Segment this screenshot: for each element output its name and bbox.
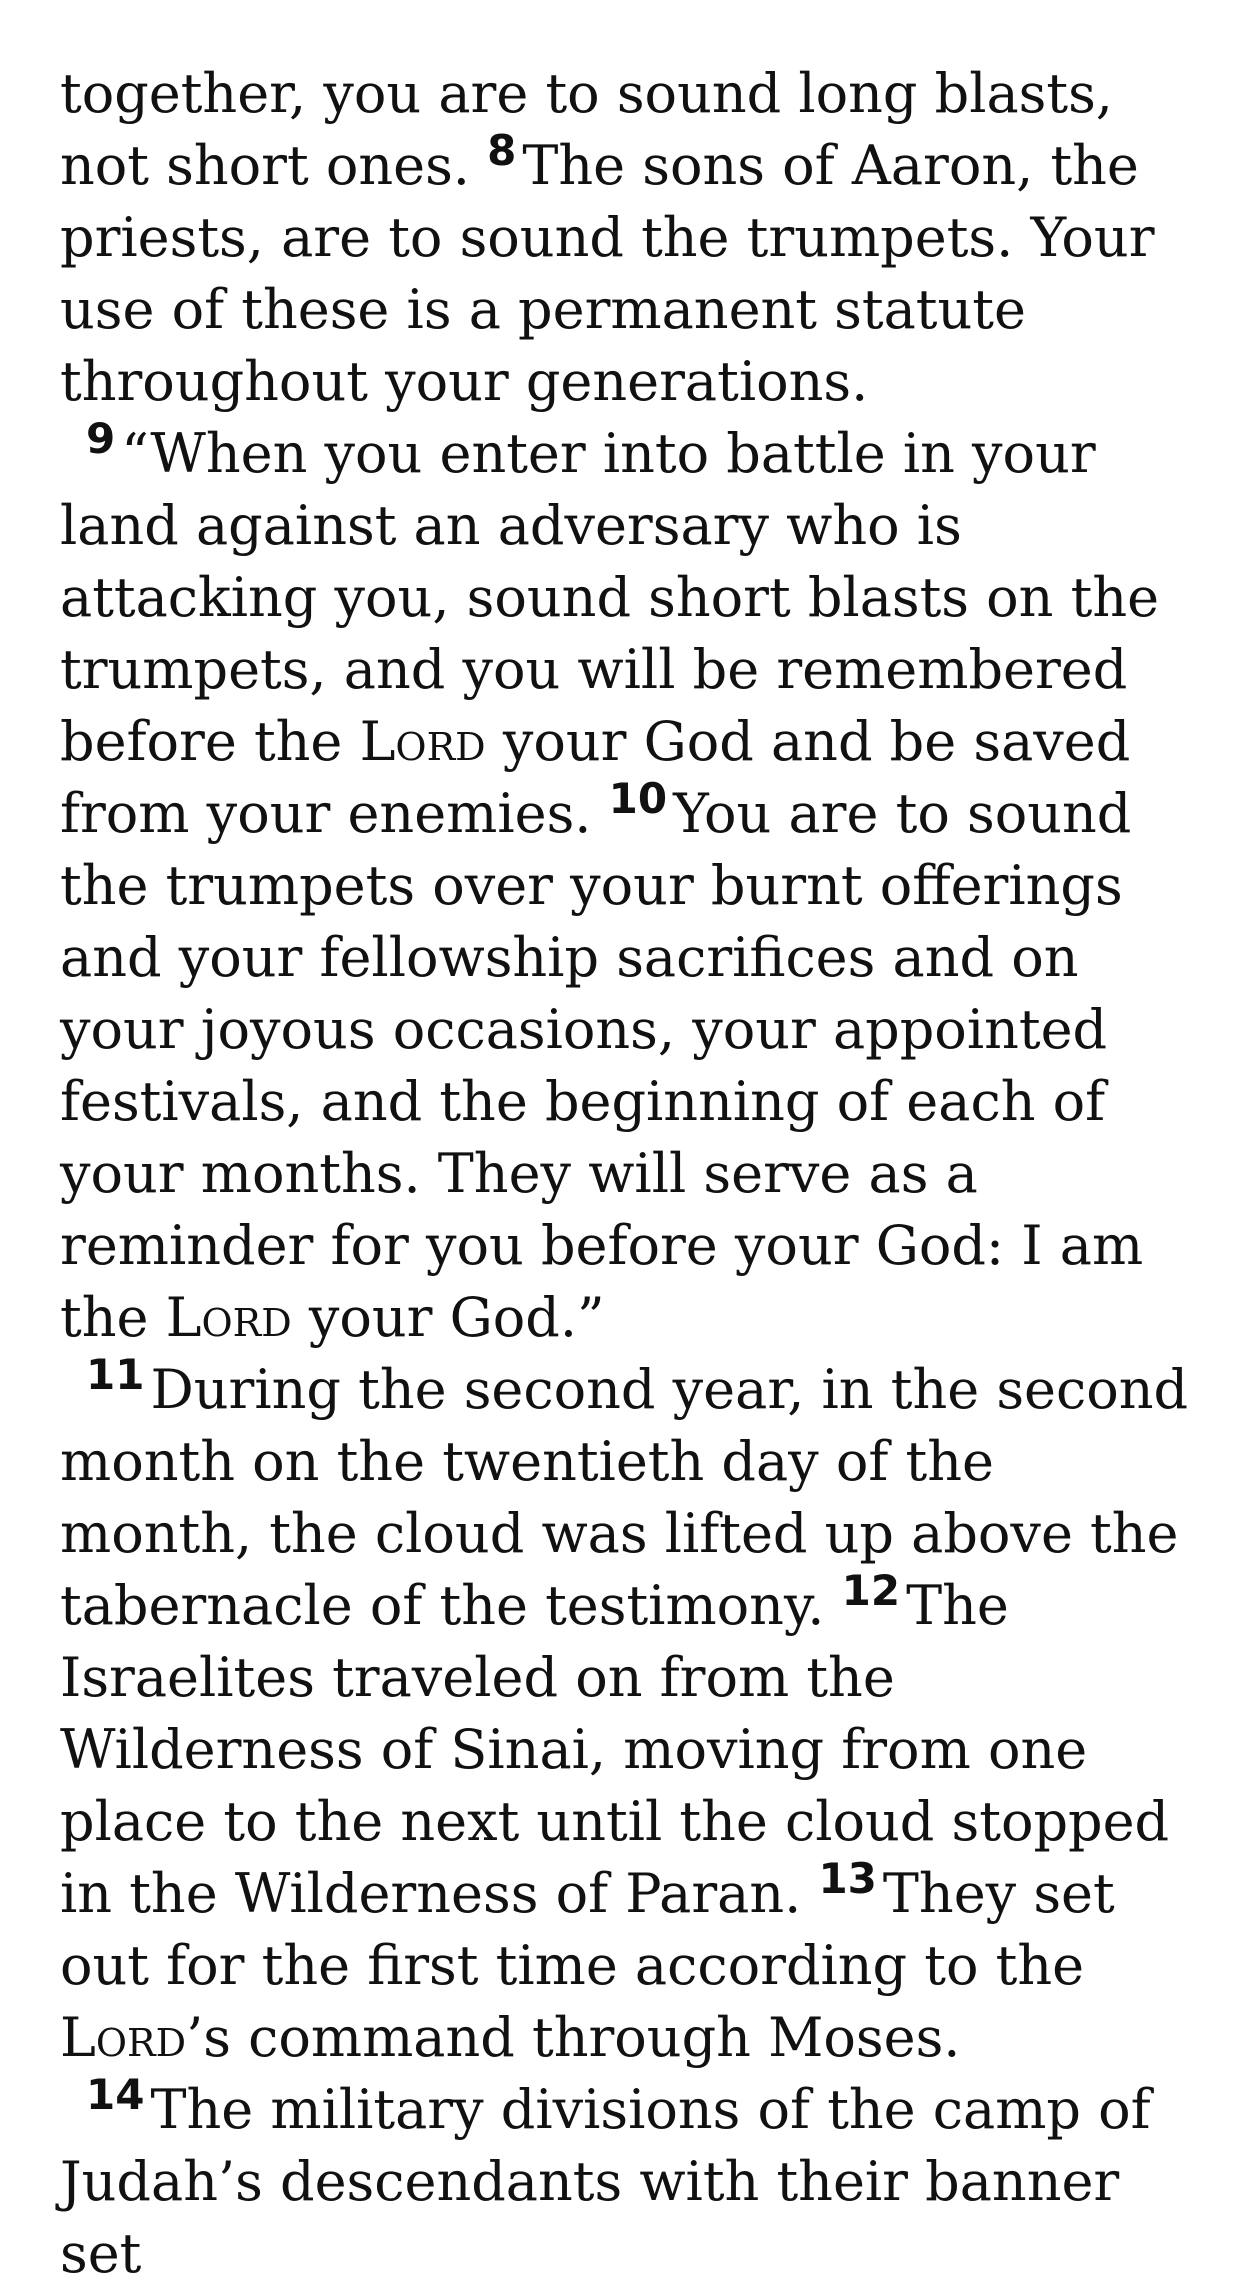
verse-number: 8 [487,126,517,175]
verse-number: 11 [86,1350,145,1399]
divine-name: Lord [165,1286,292,1349]
paragraph [60,1350,1200,2074]
paragraph [60,414,1200,1354]
verse-text: your God.” [291,1286,605,1349]
verse-number: 9 [86,414,116,463]
verse-number: 12 [841,1566,901,1615]
verse-text: The sons of Aaron, the priests, are to sound the trumpets. Your use of these is a permanent statute throughout your generations. [60,134,1155,413]
verse-text: During the second year, in the second month on the twentieth day of the month, the cloud was lifted up above the tabernacle of the testimony. [60,1358,1189,1637]
verse-number: 13 [818,1854,877,1903]
paragraph [60,58,1200,418]
verse-number: 14 [86,2070,145,2119]
verse-text: The military divisions of the camp of Judah’s descendants with their banner set [60,2078,1151,2285]
reading-pane[interactable] [60,58,1200,2290]
divine-name: Lord [60,2006,187,2069]
verse-text: The Israelites traveled on from the Wilderness of Sinai, moving from one place to the next until the cloud stopped in the Wilderness of Paran. [60,1574,1170,1925]
paragraph [60,2070,1200,2290]
divine-name: Lord [359,710,486,773]
verse-text: your God and be saved from your enemies. [60,710,1131,845]
verse-text: They set out for the first time according to the [60,1862,1115,1997]
verse-number: 10 [608,774,668,823]
verse-text: You are to sound the trumpets over your burnt offerings and your fellowship sacrifices and on your joyous occasions, your appointed festivals, and the beginning of each of your months. They will serve as a reminder for you before your God: I am the [60,782,1144,1349]
verse-text: “When you enter into battle in your land against an adversary who is attacking you, sound short blasts on the trumpets, and you will be remembered before the [60,422,1160,773]
verse-text: ’s command through Moses. [186,2006,961,2069]
verse-text: together, you are to sound long blasts, not short ones. [60,62,1113,197]
